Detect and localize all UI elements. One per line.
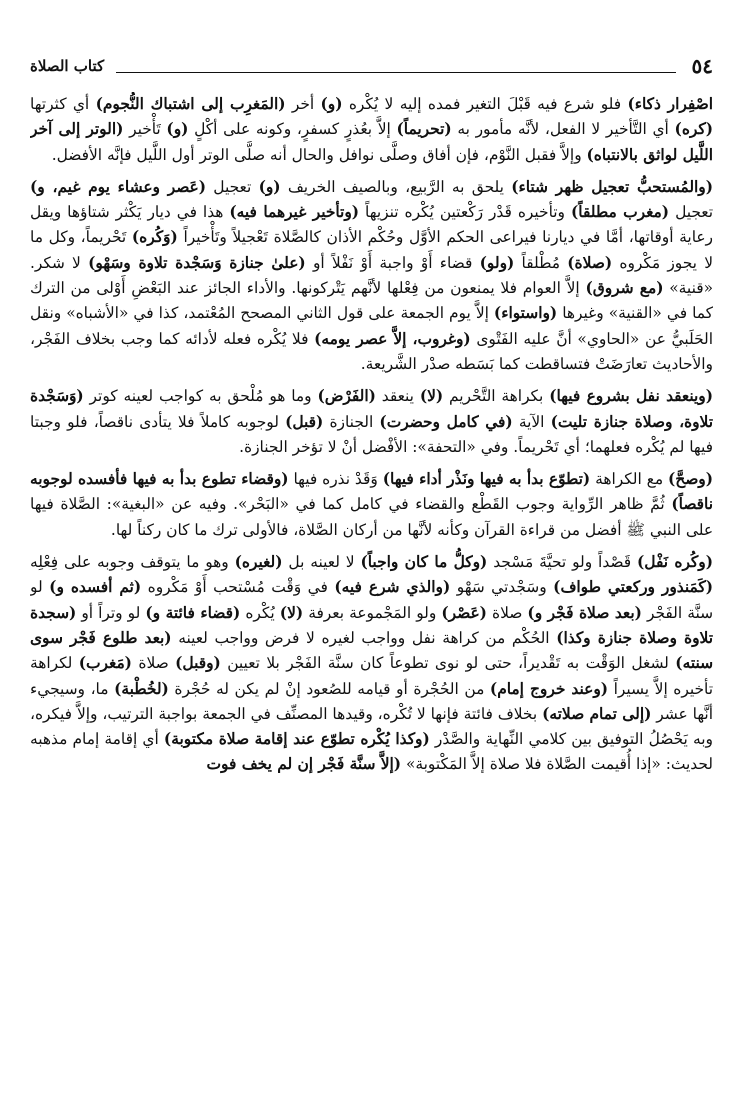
matn-segment: (عَصر وعشاء يوم غيم، و) — [30, 177, 207, 196]
matn-segment: (في كامل وحضرت) — [379, 412, 513, 431]
sharh-segment: الجنازة — [323, 412, 380, 431]
matn-segment: (بعد صلاة فَجْر و) — [527, 603, 642, 622]
sharh-segment: ما، وسيجيء أنَّها عشر — [30, 679, 713, 723]
sharh-segment: قضاء أَوْ واجبة أَوْ نَفْلاً أو — [305, 253, 480, 272]
page-number: ٥٤ — [691, 54, 713, 78]
sharh-segment: وهو ما يتوقف وجوبه على فِعْلِه — [30, 553, 235, 572]
matn-segment: (وقبل) — [175, 654, 221, 673]
matn-segment: (تحريماً) — [396, 120, 452, 139]
sharh-segment: ينعقد — [375, 387, 420, 406]
sharh-segment: من الحُجْرة أو قيامه للصُعود إنْ لم يكن له حُجْرة — [168, 679, 490, 698]
matn-segment: (لغيره) — [234, 553, 283, 572]
sharh-segment: تعجيل — [206, 177, 259, 196]
matn-segment: (مَغرب) — [78, 654, 132, 673]
sharh-segment: لكراهة تأخيره إلاَّ يسيراً — [30, 654, 713, 698]
text-paragraph — [30, 175, 713, 377]
sharh-segment: وإلاَّ فقبل النَّوْم، فإن أفاق وصلَّى نوافل والحال أنه صلَّى الوتر أول اللَّيل فإنَّه الأفضل. — [51, 145, 587, 164]
matn-segment: (و) — [320, 95, 343, 113]
matn-segment: (لخُطْبة) — [114, 679, 169, 698]
running-title: كتاب الصلاة — [30, 57, 105, 75]
matn-segment: (بعد طلوع فَجْر سوى سنته) — [30, 628, 713, 673]
sharh-segment: أخر — [285, 95, 321, 113]
sharh-segment: في وَقْت مُسْتحب أَوْ مَكْروه — [141, 578, 335, 597]
text-paragraph — [30, 467, 713, 543]
matn-segment: (الوتر إلى آخر اللَّيل لواثق بالانتباه) — [30, 120, 713, 164]
header-rule — [116, 60, 675, 73]
sharh-segment: تَحْريماً، وكل ما لا يجوز مَكْروه — [30, 228, 713, 272]
sharh-segment: لا شكر. «قنية» — [30, 253, 713, 298]
page-body — [30, 92, 713, 1065]
sharh-segment: وَقَدْ نذره فيها — [288, 470, 383, 489]
sharh-segment: لو وتراً أو — [76, 603, 146, 622]
sharh-segment: لشغل الوَقْت به تَقْديراً، حتى لو نوى تطوعاً كان سنَّة الفَجْر بلا تعيين — [220, 654, 676, 673]
sharh-segment: مع الكراهة — [590, 470, 668, 489]
sharh-segment: بخلاف فائتة فإنها لا تُكْره، وقيدها المصنِّف في الجمعة بواجبة الترتيب، وإلاَّ فيكره، وبه يَحْصُلُ التوفيق بين كلامي النِّهاية والصَّدْر — [30, 704, 713, 749]
matn-segment: (مع شروق) — [585, 279, 664, 298]
matn-segment: (وعند خروج إمام) — [489, 679, 609, 698]
matn-segment: (لا) — [419, 387, 444, 406]
matn-segment: (وَسَجْدة تلاوة، وصلاة جنازة تليت) — [30, 387, 713, 431]
sharh-segment: وسَجْدتي سَهْو — [450, 578, 554, 597]
sharh-segment: وتأخيره قَدْر رَكْعتين يُكْره تنزيهاً — [359, 203, 571, 222]
sharh-segment: ولو المَجْموعة بعرفة — [303, 603, 442, 622]
sharh-segment: يلحق به الرَّبيع، وبالصيف الخريف — [280, 177, 512, 196]
sharh-segment: إلاَّ يوم الجمعة على قول الثاني المصحح المُعْتمد، كذا في «الأشباه» ونقل الحَلَبيُّ عن «الحاوي» أنَّ عليه الفَتْوى — [30, 304, 713, 348]
sharh-segment: يُكْره — [240, 603, 280, 622]
sharh-segment: لو سنَّة الفَجْر — [30, 578, 713, 622]
matn-segment: (واستواء) — [493, 304, 558, 323]
sharh-segment: فلا يُكْره فعله لأدائه كما وجب بخلاف الفَجْر، والأحاديث تعارَضَتْ فتساقطت كما بَسَطه صدْر الشَّريعة. — [30, 329, 713, 373]
sharh-segment: إلاَّ العوام فلا يمنعون من فِعْلها لأنَّهم يَتْركونها. والأداء الجائز عند البَعْضِ أَوْلى من الترك كما في «القنية» وغيرها — [30, 279, 713, 323]
sharh-segment: أي التَّأخير لا الفعل، لأنَّه مأمور به — [451, 120, 675, 139]
sharh-segment: مُطْلقاً — [514, 253, 568, 272]
matn-segment: (صلاة) — [567, 253, 613, 272]
matn-segment: (و) — [166, 120, 189, 139]
sharh-segment: تَأْخير — [123, 120, 167, 139]
text-paragraph — [30, 384, 713, 460]
sharh-segment: لوجوبه كاملاً فلا يتأدى ناقصاً، فلو وجبتا فيها لم يُكْره فعلهما؛ أي تَحْريماً. وفي «التحفة»: الأفْضل أنْ لا تؤخر الجنازة. — [30, 412, 713, 456]
sharh-segment: صلاة — [131, 654, 176, 673]
matn-segment: (وتأخير غيرهما فيه) — [229, 203, 360, 222]
matn-segment: (وينعقد نفل بشروع فيها) — [549, 387, 713, 406]
matn-segment: (وَكُره) — [131, 228, 178, 247]
matn-segment: (كَمَنذور وركعتي طواف) — [553, 578, 713, 597]
matn-segment: (تطوّع بدأ به فيها ونَذْر أداء فيها) — [382, 470, 591, 489]
matn-segment: (ولو) — [479, 253, 515, 272]
sharh-segment: بكراهة التَّحْريم — [443, 387, 550, 406]
sharh-segment: الحُكْم من كراهة نفل وواجب لغيره لا فرض وواجب لعينه — [171, 628, 557, 647]
matn-segment: (إلاَّ سنَّة فَجْر إن لم يخف فوت — [206, 755, 402, 774]
text-paragraph — [30, 92, 713, 168]
matn-segment: (قضاء فائتة و) — [145, 603, 241, 622]
matn-segment: (علىٰ جنازة وَسَجْدة تلاوة وسَهْو) — [88, 253, 306, 272]
matn-segment: (وغروب، إلاَّ عصر يومه) — [314, 329, 471, 348]
matn-segment: (والمُستحبُّ تعجيل ظهر شتاء) — [511, 177, 713, 196]
sharh-segment: قَصْداً ولو تحيَّةَ مَسْجد — [487, 553, 638, 572]
matn-segment: (وكلُّ ما كان واجباً) — [360, 553, 488, 572]
matn-segment: (قبل) — [285, 412, 324, 431]
sharh-segment: تعجيل — [669, 203, 713, 222]
matn-segment: (عَصْر) — [441, 603, 487, 622]
matn-segment: (الفَرْض) — [317, 387, 376, 406]
sharh-segment: الآية — [512, 412, 551, 431]
text-paragraph — [30, 550, 713, 778]
sharh-segment: وما هو مُلْحق به كواجب لعينه كوتر — [83, 387, 318, 406]
sharh-segment: ثُمَّ ظاهر الرِّواية وجوب القَطْع والقضاء في كامل كما في «البَحْر». وفيه عن «البغية»: الصَّلاة فيها على النبي ﷺ أفضل من قراءة القرآن وكأنه لأنَّها من أركان الصَّلاة، فالأولى ترك ما كان ركناً لها. — [30, 495, 713, 539]
sharh-segment: فلو شرع فيه قَبْلَ التغير فمده إليه لا يُكْره — [342, 95, 628, 113]
matn-segment: (لا) — [279, 603, 304, 622]
sharh-segment: أي كثرتها — [30, 95, 96, 113]
matn-segment: (مغرب مطلقاً) — [570, 203, 670, 222]
sharh-segment: أي إقامة إمام مذهبه لحديث: «إذا أُقيمت الصَّلاة فلا صلاة إلاَّ المَكْتوبة» — [30, 730, 713, 774]
sharh-segment: إلاَّ بعُذرٍ كسفرٍ، وكونه على أكْلٍ — [188, 120, 397, 139]
matn-segment: اصْفِرار ذكاء) — [627, 95, 713, 113]
sharh-segment: صلاة — [486, 603, 528, 622]
matn-segment: (والذي شرع فيه) — [334, 578, 451, 597]
matn-segment: (المَغرِب إلى اشتباك النُّجوم) — [95, 95, 286, 113]
matn-segment: (وصحَّ) — [668, 470, 713, 489]
matn-segment: (إلى تمام صلاته) — [542, 704, 652, 723]
matn-segment: (وكُره نَفْل) — [637, 553, 713, 572]
matn-segment: (ثم أفسده و) — [49, 578, 142, 597]
sharh-segment: هذا في ديار يَكْثر شتاؤها ويقل رعاية أوقاتها، أمَّا في ديارنا فيراعى الحكم الأوَّل وحُكْم الأذان كالصَّلاة تَعْجيلاً وتَأْخيراً — [30, 203, 713, 247]
sharh-segment: لا لعينه بل — [282, 553, 361, 572]
matn-segment: (وكذا يُكْره تطوّع عند إقامة صلاة مكتوبة) — [163, 730, 430, 749]
matn-segment: (و) — [258, 177, 281, 196]
matn-segment: (سجدة تلاوة وصلاة جنازة وكذا) — [30, 603, 713, 647]
matn-segment: (وقضاء تطوع بدأ به فيها فأفسده لوجوبه ناقصاً) — [30, 470, 713, 514]
page-header — [30, 50, 713, 82]
matn-segment: (كره) — [674, 120, 713, 139]
